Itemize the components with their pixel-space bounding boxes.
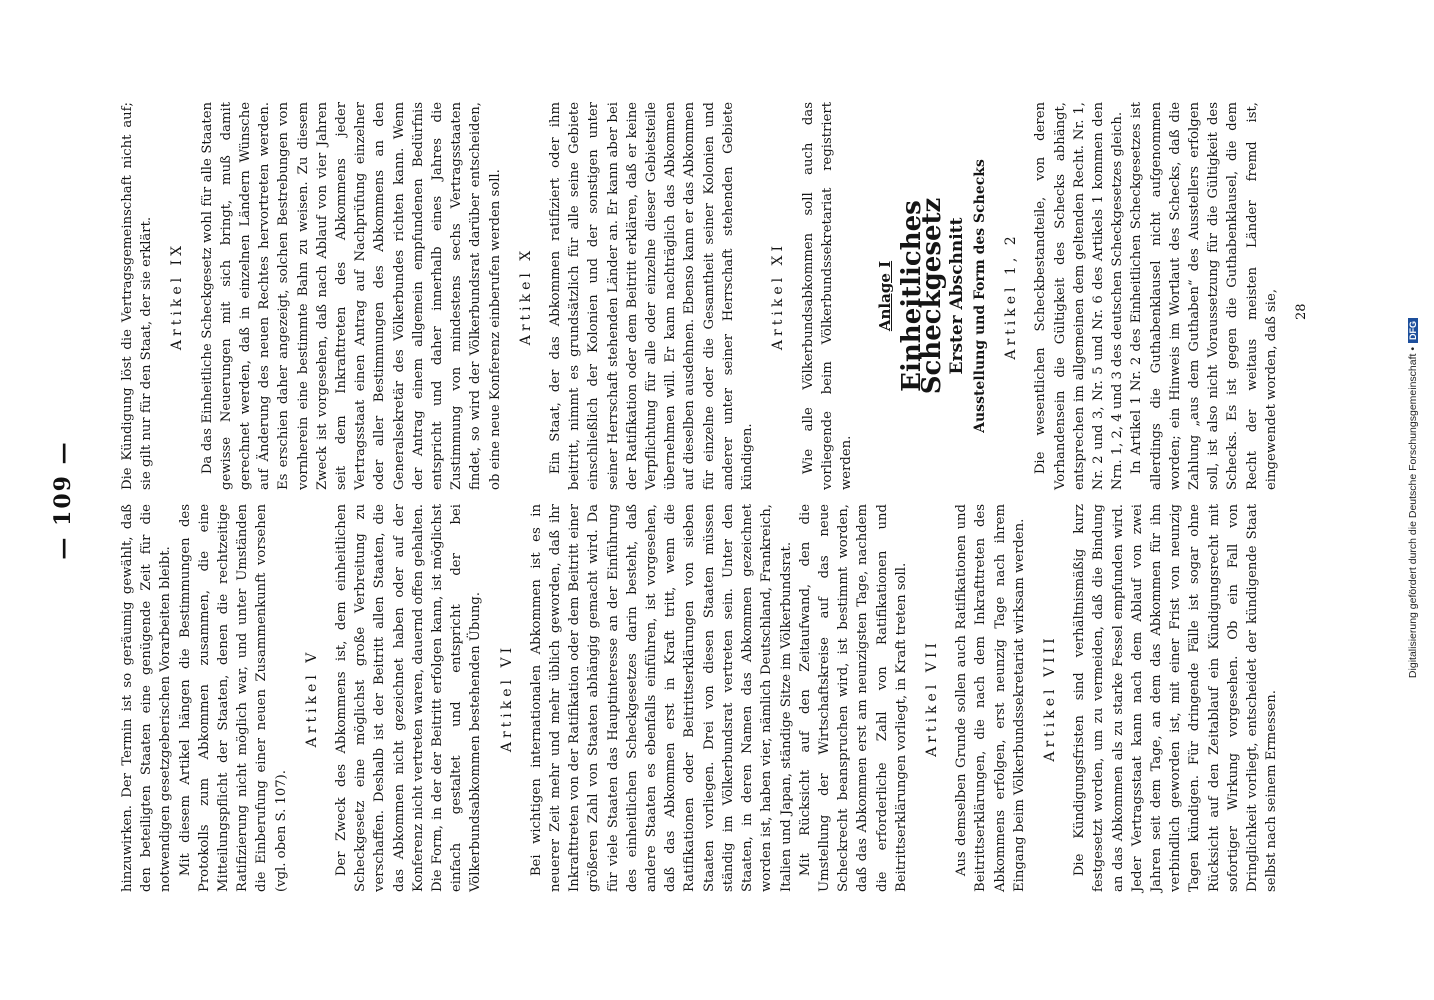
sidebar-credit-text (1407, 18, 1429, 978)
law-title: Einheitliches Scheckgesetz (897, 197, 947, 395)
paragraph: Aus demselben Grunde sollen auch Ratifikationen und Beitrittserklärungen, die nach dem Inkrafttreten des Abkommens erfolgen, erst neunzig Tage nach ihrem Eingang beim Völkerbundssekretariat wirksam werden. (954, 504, 1027, 892)
paragraph: Bei wichtigen internationalen Abkommen ist es in neuerer Zeit mehr und mehr üblich geworden, daß ihr Inkrafttreten von der Ratifikation oder dem Beitritt einer größeren Zahl von Staaten abhängig gemacht wird. Da für viele Staaten das Hauptinteresse an der Einführung des einheitlichen Scheckgesetzes darin besteht, daß andere Staaten es ebenfalls einführen, ist vorgesehen, daß das Abkommen erst in Kraft tritt, wenn die Ratifikationen oder Beitrittserklärungen von sieben Staaten vorliegen. Drei von diesen Staaten müssen ständig im Völkerbundsrat vertreten sein. Unter den Staaten, in deren Namen das Abkommen gezeichnet worden ist, haben vier, nämlich Deutschland, Frankreich, Italien und Japan, ständige Sitze im Völkerbundsrat. (528, 504, 794, 892)
paragraph: Mit diesem Artikel hängen die Bestimmungen des Protokolls zum Abkommen zusammen, die eine Mitteilungspflicht der Staaten, denen die rechtzeitige Ratifizierung nicht möglich war, und unter Umständen die Einberufung einer neuen Zusammenkunft vorsehen (vgl. oben S. 107). (177, 504, 289, 892)
paragraph: hinzuwirken. Der Termin ist so geräumig gewählt, daß den beteiligten Staaten eine genügende Zeit für die notwendigen gesetzgeberischen Vorarbeiten bleibt. (120, 504, 174, 892)
paragraph: Ein Staat, der das Abkommen ratifiziert oder ihm beitritt, nimmt es grundsätzlich für alle seine Gebiete einschließlich der Kolonien und der sonstigen unter seiner Herrschaft stehenden Länder an. Er kann aber bei der Ratifikation oder dem Beitritt erklären, daß er keine Verpflichtung für alle oder einzelne dieser Gebietsteile übernehmen will. Er kann nachträglich das Abkommen auf dieselben ausdehnen. Ebenso kann er das Abkommen für einzelne oder die Gesamtheit seiner Kolonien und anderer unter seiner Herrschaft stehenden Gebiete kündigen. (548, 102, 756, 490)
article-heading-vi: Artikel VI (498, 643, 515, 753)
credit-text: Digitalisierung gefördert durch die Deutsche Forschungsgemeinschaft • (1407, 346, 1419, 679)
article-heading-1-2: Artikel 1, 2 (1003, 232, 1020, 360)
dfg-logo: DFG (1408, 318, 1418, 343)
annex-label: Anlage I (876, 260, 895, 332)
paragraph: Die Kündigung löst die Vertragsgemeinschaft nicht auf; sie gilt nur für den Staat, der sie erklärt. (120, 102, 155, 490)
article-heading-xi: Artikel XI (770, 241, 787, 351)
paragraph: Die Kündigungsfristen sind verhältnismäßig kurz festgesetzt worden, um zu vermeiden, daß die Bindung an das Abkommen als zu starke Fessel empfunden wird. Jeder Vertragsstaat kann nach dem Ablauf von zwei Jahren seit dem Tage, an dem das Abkommen für ihn verbindlich geworden ist, mit einer Frist von neunzig Tagen kündigen. Für dringende Fälle ist sogar ohne Rücksicht auf den Zeitablauf ein Kündigungsrecht mit sofortiger Wirkung vorgesehen. Ob ein Fall von Dringlichkeit vorliegt, entscheidet der kündigende Staat selbst nach seinem Ermessen. (1072, 504, 1280, 892)
sidebar-credit (1408, 0, 1434, 1000)
article-heading-viii: Artikel VIII (1041, 634, 1058, 762)
page-number: — 109 — (50, 440, 76, 560)
paragraph: Wie alle Völkerbundsabkommen soll auch das vorliegende beim Völkerbundssekretariat registriert werden. (800, 102, 854, 490)
paragraph: Da das Einheitliche Scheckgesetz wohl für alle Staaten gewisse Neuerungen mit sich bringt, muß damit gerechnet werden, daß in einzelnen Ländern Wünsche auf Änderung des neuen Rechtes hervortreten werden. Es erschien daher angezeigt, solchen Bestrebungen von vornherein eine bestimmte Bahn zu weisen. Zu diesem Zweck ist vorgesehen, daß nach Ablauf von vier Jahren seit dem Inkrafttreten des Abkommens jeder Vertragsstaat einen Antrag auf Nachprüfung einzelner oder aller Bestimmungen des Abkommens an den Generalsekretär des Völkerbundes richten kann. Wenn der Antrag einem allgemein empfundenen Bedürfnis entspricht und daher innerhalb eines Jahres die Zustimmung von mindestens sechs Vertragsstaaten findet, so wird der Völkerbundsrat darüber entscheiden, ob eine neue Konferenz einberufen werden soll. (199, 102, 503, 490)
article-heading-vii: Artikel VII (923, 639, 940, 757)
paragraph: Die wesentlichen Scheckbestandteile, von deren Vorhandensein die Gültigkeit des Schecks abhängt, entsprechen im allgemeinen dem geltenden Recht. Nr. 1, Nr. 2 und 3, Nr. 5 und Nr. 6 des Artikels 1 kommen den Nrn. 1, 2, 4 und 3 des deutschen Scheckgesetzes gleich. (1033, 102, 1126, 490)
column-right (118, 102, 1281, 490)
article-heading-ix: Artikel IX (169, 241, 186, 351)
paragraph: Mit Rücksicht auf den Zeitaufwand, den die Umstellung der Wirtschaftskreise auf das neue Scheckrecht beanspruchen wird, ist bestimmt worden, daß das Abkommen erst am neunzigsten Tage, nachdem die erforderliche Zahl von Ratifikationen und Beitrittserklärungen vorliegt, in Kraft treten soll. (797, 504, 909, 892)
article-heading-x: Artikel X (517, 246, 534, 346)
footer-number: 28 (1294, 303, 1309, 320)
section-subtitle: Ausstellung und Form des Schecks (971, 159, 988, 433)
paragraph: In Artikel 1 Nr. 2 des Einheitlichen Scheckgesetzes ist allerdings die Guthabenklausel nicht aufgenommen worden; ein Hinweis im Wortlaut des Schecks, daß die Zahlung „aus dem Guthaben“ des Ausstellers erfolgen soll, ist also nicht Voraussetzung für die Gültigkeit des Schecks. Es ist gegen die Guthabenklausel, die dem Recht der weitaus meisten Länder fremd ist, eingewendet worden, daß sie, (1129, 102, 1279, 490)
column-one (118, 504, 1281, 892)
paragraph: Der Zweck des Abkommens ist, dem einheitlichen Scheckgesetz eine möglichst große Verbreitung zu verschaffen. Deshalb ist der Beitritt allen Staaten, die das Abkommen nicht gezeichnet haben oder auf der Konferenz nicht vertreten waren, dauernd offen gehalten. Die Form, in der der Beitritt erfolgen kann, ist möglichst einfach gestaltet und entspricht der bei Völkerbundsabkommen bestehenden Übung. (334, 504, 484, 892)
section-title: Erster Abschnitt (946, 217, 967, 375)
article-heading-v: Artikel V (303, 648, 320, 748)
